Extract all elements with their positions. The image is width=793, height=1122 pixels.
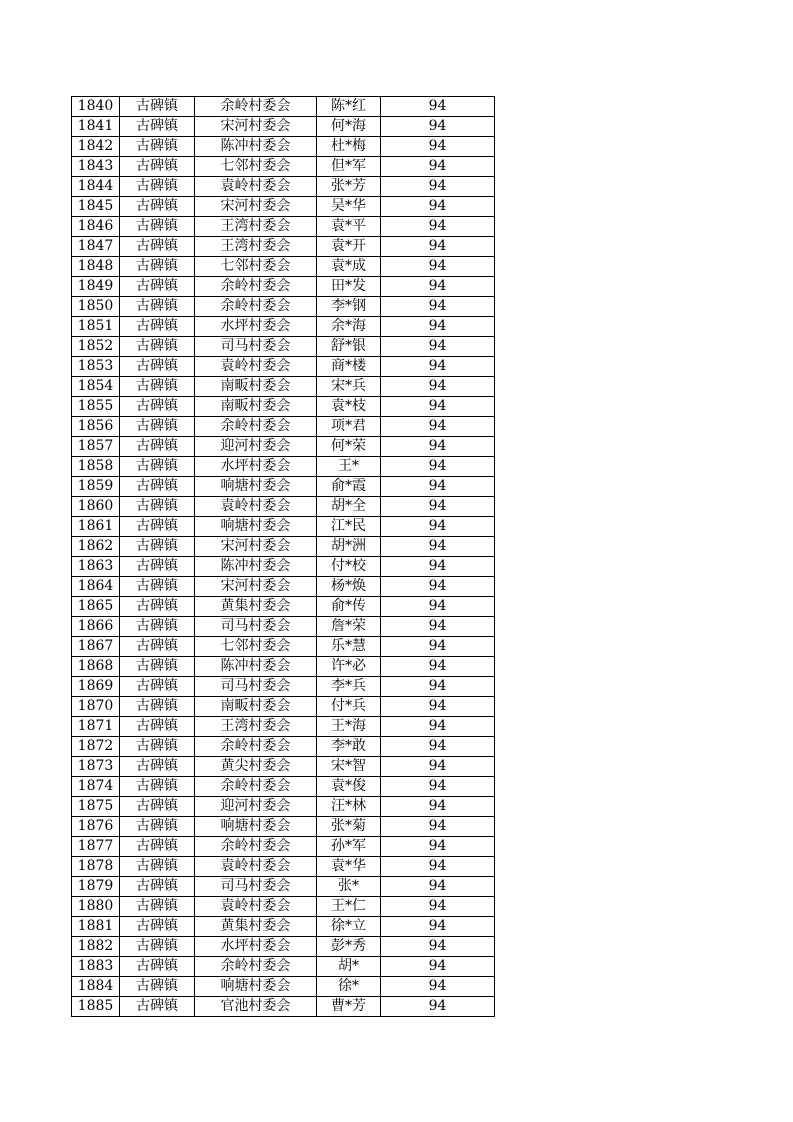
name-cell: 许*必: [317, 657, 381, 677]
score-cell: 94: [381, 757, 495, 777]
seq-cell: 1843: [72, 157, 120, 177]
table-row: [72, 237, 495, 257]
table-row: [72, 477, 495, 497]
score-cell: 94: [381, 197, 495, 217]
name-cell: 王*海: [317, 717, 381, 737]
village-cell: 宋河村委会: [195, 537, 317, 557]
name-cell: 何*荣: [317, 437, 381, 457]
seq-cell: 1859: [72, 477, 120, 497]
table-row: [72, 957, 495, 977]
table-row: [72, 217, 495, 237]
score-cell: 94: [381, 97, 495, 117]
town-cell: 古碑镇: [120, 937, 195, 957]
town-cell: 古碑镇: [120, 257, 195, 277]
table-row: [72, 637, 495, 657]
table-row: [72, 777, 495, 797]
table-row: [72, 837, 495, 857]
roster-table: [71, 96, 495, 1017]
seq-cell: 1857: [72, 437, 120, 457]
table-row: [72, 157, 495, 177]
village-cell: 水坪村委会: [195, 317, 317, 337]
village-cell: 水坪村委会: [195, 457, 317, 477]
name-cell: 乐*慧: [317, 637, 381, 657]
town-cell: 古碑镇: [120, 197, 195, 217]
name-cell: 王*: [317, 457, 381, 477]
town-cell: 古碑镇: [120, 917, 195, 937]
table-row: [72, 597, 495, 617]
seq-cell: 1872: [72, 737, 120, 757]
village-cell: 王湾村委会: [195, 217, 317, 237]
score-cell: 94: [381, 957, 495, 977]
score-cell: 94: [381, 277, 495, 297]
village-cell: 余岭村委会: [195, 777, 317, 797]
name-cell: 杜*梅: [317, 137, 381, 157]
town-cell: 古碑镇: [120, 857, 195, 877]
town-cell: 古碑镇: [120, 437, 195, 457]
seq-cell: 1871: [72, 717, 120, 737]
name-cell: 李*敢: [317, 737, 381, 757]
name-cell: 詹*荣: [317, 617, 381, 637]
table-row: [72, 917, 495, 937]
score-cell: 94: [381, 697, 495, 717]
table-row: [72, 717, 495, 737]
town-cell: 古碑镇: [120, 557, 195, 577]
table-row: [72, 197, 495, 217]
table-row: [72, 617, 495, 637]
name-cell: 袁*华: [317, 857, 381, 877]
town-cell: 古碑镇: [120, 757, 195, 777]
name-cell: 商*楼: [317, 357, 381, 377]
table-row: [72, 457, 495, 477]
table-row: [72, 997, 495, 1017]
town-cell: 古碑镇: [120, 737, 195, 757]
name-cell: 宋*智: [317, 757, 381, 777]
town-cell: 古碑镇: [120, 477, 195, 497]
seq-cell: 1841: [72, 117, 120, 137]
score-cell: 94: [381, 357, 495, 377]
village-cell: 宋河村委会: [195, 117, 317, 137]
name-cell: 袁*俊: [317, 777, 381, 797]
seq-cell: 1846: [72, 217, 120, 237]
village-cell: 响塘村委会: [195, 817, 317, 837]
score-cell: 94: [381, 157, 495, 177]
town-cell: 古碑镇: [120, 797, 195, 817]
table-row: [72, 937, 495, 957]
town-cell: 古碑镇: [120, 97, 195, 117]
town-cell: 古碑镇: [120, 117, 195, 137]
score-cell: 94: [381, 537, 495, 557]
score-cell: 94: [381, 477, 495, 497]
village-cell: 七邻村委会: [195, 257, 317, 277]
score-cell: 94: [381, 917, 495, 937]
town-cell: 古碑镇: [120, 597, 195, 617]
name-cell: 江*民: [317, 517, 381, 537]
village-cell: 司马村委会: [195, 617, 317, 637]
seq-cell: 1885: [72, 997, 120, 1017]
score-cell: 94: [381, 637, 495, 657]
village-cell: 袁岭村委会: [195, 177, 317, 197]
score-cell: 94: [381, 877, 495, 897]
score-cell: 94: [381, 837, 495, 857]
name-cell: 俞*传: [317, 597, 381, 617]
seq-cell: 1866: [72, 617, 120, 637]
table-row: [72, 817, 495, 837]
score-cell: 94: [381, 797, 495, 817]
name-cell: 李*兵: [317, 677, 381, 697]
score-cell: 94: [381, 417, 495, 437]
table-row: [72, 257, 495, 277]
name-cell: 张*芳: [317, 177, 381, 197]
score-cell: 94: [381, 217, 495, 237]
table-row: [72, 377, 495, 397]
name-cell: 袁*开: [317, 237, 381, 257]
village-cell: 黄集村委会: [195, 917, 317, 937]
town-cell: 古碑镇: [120, 297, 195, 317]
seq-cell: 1855: [72, 397, 120, 417]
table-row: [72, 337, 495, 357]
seq-cell: 1849: [72, 277, 120, 297]
village-cell: 七邻村委会: [195, 157, 317, 177]
score-cell: 94: [381, 457, 495, 477]
village-cell: 迎河村委会: [195, 437, 317, 457]
seq-cell: 1847: [72, 237, 120, 257]
name-cell: 但*军: [317, 157, 381, 177]
score-cell: 94: [381, 937, 495, 957]
village-cell: 袁岭村委会: [195, 497, 317, 517]
village-cell: 余岭村委会: [195, 737, 317, 757]
seq-cell: 1869: [72, 677, 120, 697]
score-cell: 94: [381, 737, 495, 757]
name-cell: 何*海: [317, 117, 381, 137]
score-cell: 94: [381, 977, 495, 997]
roster-table-body: [72, 97, 495, 1017]
seq-cell: 1879: [72, 877, 120, 897]
name-cell: 彭*秀: [317, 937, 381, 957]
seq-cell: 1856: [72, 417, 120, 437]
table-row: [72, 497, 495, 517]
village-cell: 南畈村委会: [195, 697, 317, 717]
village-cell: 南畈村委会: [195, 397, 317, 417]
name-cell: 付*兵: [317, 697, 381, 717]
village-cell: 袁岭村委会: [195, 357, 317, 377]
village-cell: 黄尖村委会: [195, 757, 317, 777]
name-cell: 俞*霞: [317, 477, 381, 497]
table-row: [72, 537, 495, 557]
seq-cell: 1861: [72, 517, 120, 537]
town-cell: 古碑镇: [120, 537, 195, 557]
table-row: [72, 137, 495, 157]
village-cell: 响塘村委会: [195, 477, 317, 497]
name-cell: 袁*成: [317, 257, 381, 277]
town-cell: 古碑镇: [120, 457, 195, 477]
score-cell: 94: [381, 237, 495, 257]
village-cell: 余岭村委会: [195, 277, 317, 297]
village-cell: 司马村委会: [195, 877, 317, 897]
town-cell: 古碑镇: [120, 337, 195, 357]
score-cell: 94: [381, 137, 495, 157]
town-cell: 古碑镇: [120, 577, 195, 597]
village-cell: 司马村委会: [195, 337, 317, 357]
village-cell: 响塘村委会: [195, 517, 317, 537]
town-cell: 古碑镇: [120, 977, 195, 997]
village-cell: 水坪村委会: [195, 937, 317, 957]
town-cell: 古碑镇: [120, 277, 195, 297]
town-cell: 古碑镇: [120, 177, 195, 197]
town-cell: 古碑镇: [120, 637, 195, 657]
seq-cell: 1845: [72, 197, 120, 217]
table-row: [72, 757, 495, 777]
village-cell: 南畈村委会: [195, 377, 317, 397]
table-row: [72, 397, 495, 417]
score-cell: 94: [381, 577, 495, 597]
village-cell: 响塘村委会: [195, 977, 317, 997]
village-cell: 袁岭村委会: [195, 857, 317, 877]
village-cell: 陈冲村委会: [195, 657, 317, 677]
seq-cell: 1873: [72, 757, 120, 777]
name-cell: 余*海: [317, 317, 381, 337]
town-cell: 古碑镇: [120, 617, 195, 637]
table-row: [72, 857, 495, 877]
seq-cell: 1840: [72, 97, 120, 117]
name-cell: 孙*军: [317, 837, 381, 857]
village-cell: 陈冲村委会: [195, 137, 317, 157]
seq-cell: 1860: [72, 497, 120, 517]
town-cell: 古碑镇: [120, 777, 195, 797]
score-cell: 94: [381, 817, 495, 837]
town-cell: 古碑镇: [120, 157, 195, 177]
table-row: [72, 897, 495, 917]
village-cell: 王湾村委会: [195, 717, 317, 737]
name-cell: 胡*: [317, 957, 381, 977]
seq-cell: 1876: [72, 817, 120, 837]
village-cell: 余岭村委会: [195, 97, 317, 117]
table-row: [72, 677, 495, 697]
name-cell: 徐*: [317, 977, 381, 997]
score-cell: 94: [381, 397, 495, 417]
town-cell: 古碑镇: [120, 377, 195, 397]
town-cell: 古碑镇: [120, 957, 195, 977]
town-cell: 古碑镇: [120, 497, 195, 517]
town-cell: 古碑镇: [120, 237, 195, 257]
village-cell: 余岭村委会: [195, 957, 317, 977]
score-cell: 94: [381, 557, 495, 577]
name-cell: 陈*红: [317, 97, 381, 117]
town-cell: 古碑镇: [120, 697, 195, 717]
town-cell: 古碑镇: [120, 817, 195, 837]
table-row: [72, 557, 495, 577]
table-row: [72, 437, 495, 457]
score-cell: 94: [381, 597, 495, 617]
town-cell: 古碑镇: [120, 717, 195, 737]
town-cell: 古碑镇: [120, 657, 195, 677]
name-cell: 袁*平: [317, 217, 381, 237]
village-cell: 黄集村委会: [195, 597, 317, 617]
seq-cell: 1868: [72, 657, 120, 677]
table-row: [72, 97, 495, 117]
name-cell: 胡*洲: [317, 537, 381, 557]
village-cell: 司马村委会: [195, 677, 317, 697]
score-cell: 94: [381, 897, 495, 917]
town-cell: 古碑镇: [120, 137, 195, 157]
seq-cell: 1854: [72, 377, 120, 397]
seq-cell: 1848: [72, 257, 120, 277]
score-cell: 94: [381, 117, 495, 137]
village-cell: 余岭村委会: [195, 417, 317, 437]
village-cell: 七邻村委会: [195, 637, 317, 657]
score-cell: 94: [381, 777, 495, 797]
seq-cell: 1864: [72, 577, 120, 597]
village-cell: 宋河村委会: [195, 577, 317, 597]
table-row: [72, 177, 495, 197]
name-cell: 舒*银: [317, 337, 381, 357]
village-cell: 迎河村委会: [195, 797, 317, 817]
village-cell: 余岭村委会: [195, 837, 317, 857]
name-cell: 袁*枝: [317, 397, 381, 417]
town-cell: 古碑镇: [120, 397, 195, 417]
score-cell: 94: [381, 857, 495, 877]
village-cell: 官池村委会: [195, 997, 317, 1017]
seq-cell: 1880: [72, 897, 120, 917]
town-cell: 古碑镇: [120, 677, 195, 697]
score-cell: 94: [381, 317, 495, 337]
score-cell: 94: [381, 617, 495, 637]
table-row: [72, 797, 495, 817]
table-row: [72, 517, 495, 537]
town-cell: 古碑镇: [120, 897, 195, 917]
score-cell: 94: [381, 497, 495, 517]
score-cell: 94: [381, 377, 495, 397]
table-row: [72, 317, 495, 337]
table-row: [72, 737, 495, 757]
score-cell: 94: [381, 177, 495, 197]
score-cell: 94: [381, 717, 495, 737]
seq-cell: 1870: [72, 697, 120, 717]
score-cell: 94: [381, 257, 495, 277]
seq-cell: 1874: [72, 777, 120, 797]
seq-cell: 1884: [72, 977, 120, 997]
name-cell: 张*菊: [317, 817, 381, 837]
table-row: [72, 977, 495, 997]
name-cell: 杨*焕: [317, 577, 381, 597]
seq-cell: 1842: [72, 137, 120, 157]
score-cell: 94: [381, 437, 495, 457]
village-cell: 袁岭村委会: [195, 897, 317, 917]
seq-cell: 1877: [72, 837, 120, 857]
score-cell: 94: [381, 337, 495, 357]
seq-cell: 1881: [72, 917, 120, 937]
seq-cell: 1867: [72, 637, 120, 657]
village-cell: 陈冲村委会: [195, 557, 317, 577]
table-row: [72, 117, 495, 137]
name-cell: 田*发: [317, 277, 381, 297]
town-cell: 古碑镇: [120, 997, 195, 1017]
score-cell: 94: [381, 657, 495, 677]
name-cell: 胡*全: [317, 497, 381, 517]
name-cell: 徐*立: [317, 917, 381, 937]
score-cell: 94: [381, 997, 495, 1017]
town-cell: 古碑镇: [120, 417, 195, 437]
table-row: [72, 357, 495, 377]
table-row: [72, 577, 495, 597]
seq-cell: 1865: [72, 597, 120, 617]
town-cell: 古碑镇: [120, 877, 195, 897]
village-cell: 宋河村委会: [195, 197, 317, 217]
seq-cell: 1862: [72, 537, 120, 557]
name-cell: 曹*芳: [317, 997, 381, 1017]
name-cell: 付*校: [317, 557, 381, 577]
seq-cell: 1844: [72, 177, 120, 197]
seq-cell: 1850: [72, 297, 120, 317]
name-cell: 项*君: [317, 417, 381, 437]
village-cell: 王湾村委会: [195, 237, 317, 257]
town-cell: 古碑镇: [120, 317, 195, 337]
seq-cell: 1853: [72, 357, 120, 377]
name-cell: 王*仁: [317, 897, 381, 917]
town-cell: 古碑镇: [120, 517, 195, 537]
score-cell: 94: [381, 297, 495, 317]
seq-cell: 1875: [72, 797, 120, 817]
name-cell: 李*钢: [317, 297, 381, 317]
table-row: [72, 697, 495, 717]
score-cell: 94: [381, 677, 495, 697]
name-cell: 宋*兵: [317, 377, 381, 397]
seq-cell: 1851: [72, 317, 120, 337]
table-row: [72, 417, 495, 437]
seq-cell: 1852: [72, 337, 120, 357]
town-cell: 古碑镇: [120, 217, 195, 237]
table-row: [72, 657, 495, 677]
seq-cell: 1863: [72, 557, 120, 577]
town-cell: 古碑镇: [120, 837, 195, 857]
table-row: [72, 877, 495, 897]
seq-cell: 1858: [72, 457, 120, 477]
seq-cell: 1882: [72, 937, 120, 957]
table-row: [72, 297, 495, 317]
seq-cell: 1883: [72, 957, 120, 977]
name-cell: 吴*华: [317, 197, 381, 217]
seq-cell: 1878: [72, 857, 120, 877]
village-cell: 余岭村委会: [195, 297, 317, 317]
score-cell: 94: [381, 517, 495, 537]
table-row: [72, 277, 495, 297]
name-cell: 汪*林: [317, 797, 381, 817]
town-cell: 古碑镇: [120, 357, 195, 377]
name-cell: 张*: [317, 877, 381, 897]
